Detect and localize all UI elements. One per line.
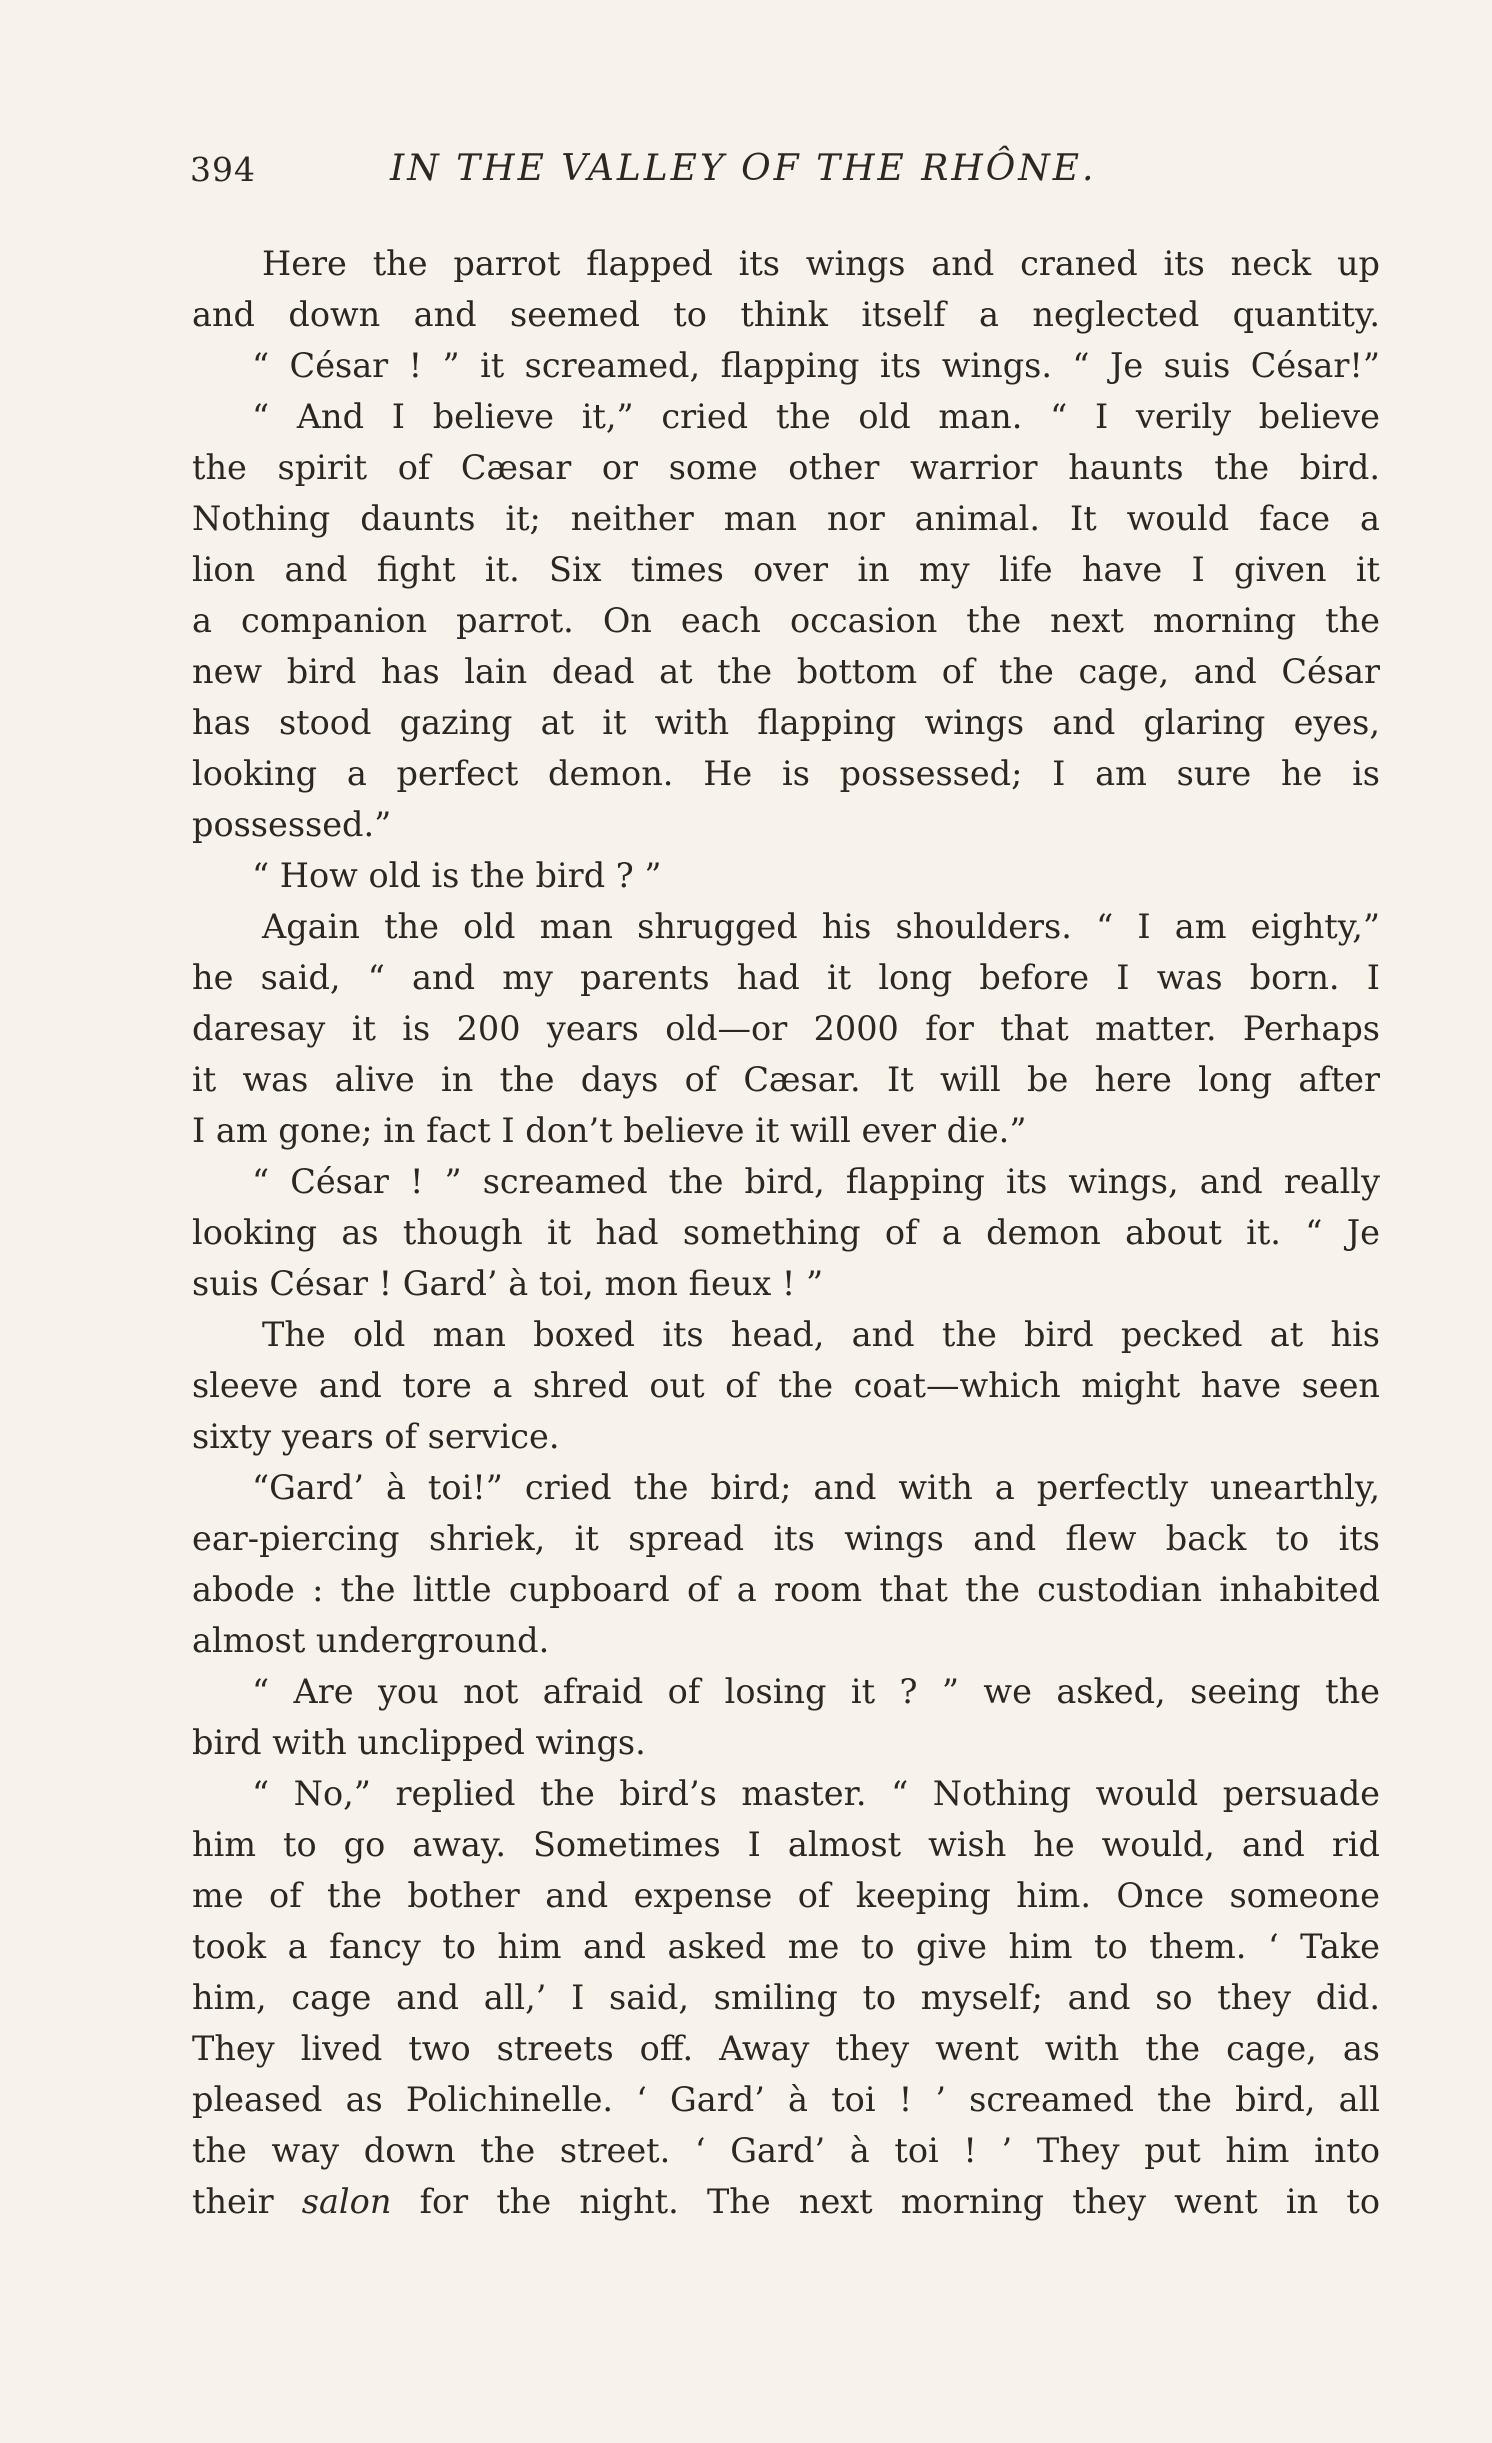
- text-line: he said, “ and my parents had it long before I was born. I: [192, 958, 1380, 997]
- text-line: the way down the street. ‘ Gard’ à toi ! ’ They put him into: [192, 2131, 1380, 2170]
- text-line: almost underground.: [192, 1621, 550, 1660]
- text-line: me of the bother and expense of keeping him. Once someone: [192, 1876, 1380, 1915]
- text-line: “ César ! ” it screamed, flapping its wings. “ Je suis César!”: [252, 346, 1380, 385]
- text-line: it was alive in the days of Cæsar. It will be here long after: [192, 1060, 1380, 1099]
- text-line: possessed.”: [192, 805, 392, 844]
- text-line: daresay it is 200 years old—or 2000 for that matter. Perhaps: [192, 1009, 1380, 1048]
- text-line: “Gard’ à toi!” cried the bird; and with a perfectly unearthly,: [252, 1468, 1380, 1507]
- text-line-last: [192, 2176, 1380, 2227]
- text-segment: for the night. The next morning they went in to: [391, 2182, 1380, 2221]
- text-line: bird with unclipped wings.: [192, 1723, 646, 1762]
- text-line: “ César ! ” screamed the bird, flapping its wings, and really: [252, 1162, 1380, 1201]
- text-line: the spirit of Cæsar or some other warrior haunts the bird.: [192, 448, 1380, 487]
- text-line: new bird has lain dead at the bottom of the cage, and César: [192, 652, 1380, 691]
- text-line: “ Are you not afraid of losing it ? ” we asked, seeing the: [252, 1672, 1380, 1711]
- text-line: Nothing daunts it; neither man nor animal. It would face a: [192, 499, 1380, 538]
- text-line: pleased as Polichinelle. ‘ Gard’ à toi ! ’ screamed the bird, all: [192, 2080, 1380, 2119]
- text-line: looking a perfect demon. He is possessed; I am sure he is: [192, 754, 1380, 793]
- text-line: “ And I believe it,” cried the old man. “ I verily believe: [252, 397, 1380, 436]
- text-line: Here the parrot flapped its wings and craned its neck up: [262, 244, 1380, 283]
- text-line: and down and seemed to think itself a neglected quantity.: [192, 295, 1380, 334]
- text-line: They lived two streets off. Away they went with the cage, as: [192, 2029, 1380, 2068]
- text-line: suis César ! Gard’ à toi, mon fieux ! ”: [192, 1264, 824, 1303]
- text-line: lion and fight it. Six times over in my life have I given it: [192, 550, 1380, 589]
- text-line: “ How old is the bird ? ”: [252, 856, 662, 895]
- text-line: has stood gazing at it with flapping wings and glaring eyes,: [192, 703, 1380, 742]
- text-segment: their: [192, 2182, 302, 2221]
- text-line: I am gone; in fact I don’t believe it will ever die.”: [192, 1111, 1027, 1150]
- page-number: 394: [190, 150, 256, 189]
- text-line: a companion parrot. On each occasion the next morning the: [192, 601, 1380, 640]
- text-line: ear-piercing shriek, it spread its wings and flew back to its: [192, 1519, 1380, 1558]
- text-line: him, cage and all,’ I said, smiling to myself; and so they did.: [192, 1978, 1380, 2017]
- text-line: “ No,” replied the bird’s master. “ Nothing would persuade: [252, 1774, 1380, 1813]
- text-line: him to go away. Sometimes I almost wish he would, and rid: [192, 1825, 1380, 1864]
- text-line: Again the old man shrugged his shoulders. “ I am eighty,”: [262, 907, 1380, 946]
- text-line: sleeve and tore a shred out of the coat—which might have seen: [192, 1366, 1380, 1405]
- running-head: IN THE VALLEY OF THE RHÔNE.: [390, 148, 1097, 189]
- text-line: looking as though it had something of a demon about it. “ Je: [192, 1213, 1380, 1252]
- italic-word: salon: [301, 2182, 392, 2221]
- text-line: abode : the little cupboard of a room that the custodian inhabited: [192, 1570, 1380, 1609]
- text-line: sixty years of service.: [192, 1417, 560, 1456]
- text-line: took a fancy to him and asked me to give him to them. ‘ Take: [192, 1927, 1380, 1966]
- text-line: The old man boxed its head, and the bird pecked at his: [262, 1315, 1380, 1354]
- body-text: [192, 238, 1380, 2227]
